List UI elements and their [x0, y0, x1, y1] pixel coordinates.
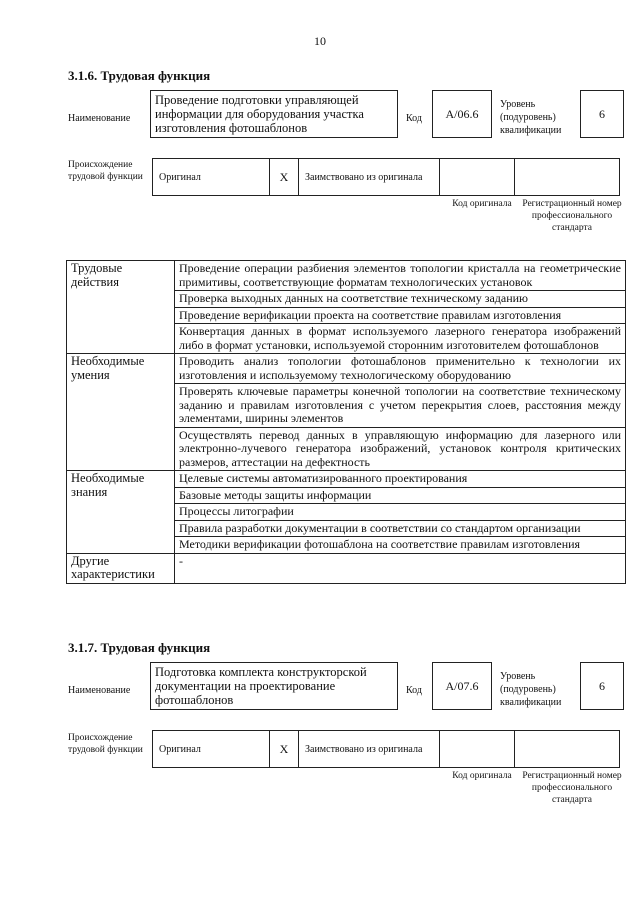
name-label: Наименование: [68, 113, 131, 124]
original-mark: X: [269, 730, 299, 768]
knowledge-item: Правила разработки документации в соответствии со стандартом организации: [175, 520, 626, 537]
table-row: [67, 354, 626, 384]
reg-number-cell: [514, 158, 620, 196]
code-original-cell: [439, 158, 515, 196]
code-label: Код: [406, 685, 422, 696]
skills-label: Необходимые умения: [67, 354, 175, 471]
original-cell: [152, 158, 270, 196]
table-row: [67, 471, 626, 488]
other-value: -: [175, 553, 626, 583]
original-mark: X: [269, 158, 299, 196]
labor-action-item: Конвертация данных в формат используемого лазерного генератора изображений либо в формат установки, используемой сторонним изготовителем фотошаблонов: [175, 324, 626, 354]
level-label: Уровень (подуровень) квалификации: [500, 671, 562, 708]
skill-item: Осуществлять перевод данных в управляющую информацию для лазерного или электронно-лучевого генератора изображений, установок контроля критических размеров, аттестации на дефектность: [175, 427, 626, 471]
borrowed-cell: Заимствовано из оригинала: [298, 158, 440, 196]
skill-item: Проводить анализ топологии фотошаблонов применительно к технологии их изготовления и используемому технологическому оборудованию: [175, 354, 626, 384]
level-value: 6: [580, 662, 624, 710]
function-details-table: [66, 260, 626, 584]
name-label: Наименование: [68, 685, 131, 696]
section-heading: 3.1.6. Трудовая функция: [68, 68, 211, 83]
function-name-box: Подготовка комплекта конструкторской документации на проектирование фотошаблонов: [150, 662, 398, 710]
code-original-caption: Код оригинала: [452, 771, 512, 781]
level-label: Уровень (подуровень) квалификации: [500, 99, 562, 136]
original-label: Оригинал: [159, 171, 201, 183]
borrowed-cell: Заимствовано из оригинала: [298, 730, 440, 768]
skill-item: Проверять ключевые параметры конечной топологии на соответствие техническому заданию и правилам изготовления с учетом перекрытия слоев, расстояния между элементами, ширины элементов: [175, 384, 626, 428]
level-value: 6: [580, 90, 624, 138]
other-label: Другие характеристики: [67, 553, 175, 583]
labor-action-item: Проведение верификации проекта на соответствие правилам изготовления: [175, 307, 626, 324]
knowledge-item: Методики верификации фотошаблона на соответствие правилам изготовления: [175, 537, 626, 554]
reg-number-caption: Регистрационный номер профессионального стандарта: [522, 771, 622, 805]
origin-row: [153, 730, 620, 768]
labor-action-item: Проведение операции разбиения элементов топологии кристалла на геометрические примитивы, соответствующие форматам технологических установок: [175, 261, 626, 291]
code-original-cell: [439, 730, 515, 768]
code-value: A/06.6: [432, 90, 492, 138]
knowledge-item: Целевые системы автоматизированного проектирования: [175, 471, 626, 488]
knowledge-label: Необходимые знания: [67, 471, 175, 554]
code-value: A/07.6: [432, 662, 492, 710]
labor-action-item: Проверка выходных данных на соответствие техническому заданию: [175, 291, 626, 308]
table-row: [67, 261, 626, 291]
origin-label: Происхождение трудовой функции: [68, 733, 143, 755]
knowledge-item: Базовые методы защиты информации: [175, 487, 626, 504]
knowledge-item: Процессы литографии: [175, 504, 626, 521]
page-number: 10: [314, 34, 326, 48]
function-name-box: Проведение подготовки управляющей информации для оборудования участка изготовления фотошаблонов: [150, 90, 398, 138]
section-heading: 3.1.7. Трудовая функция: [68, 640, 211, 655]
labor-actions-label: Трудовые действия: [67, 261, 175, 354]
code-label: Код: [406, 113, 422, 124]
code-original-caption: Код оригинала: [452, 199, 512, 209]
origin-label: Происхождение трудовой функции: [68, 160, 143, 182]
original-cell: [152, 730, 270, 768]
reg-number-caption: Регистрационный номер профессионального стандарта: [522, 199, 622, 233]
table-row: [67, 553, 626, 583]
reg-number-cell: [514, 730, 620, 768]
original-label: Оригинал: [159, 743, 201, 755]
origin-row: [153, 158, 620, 196]
